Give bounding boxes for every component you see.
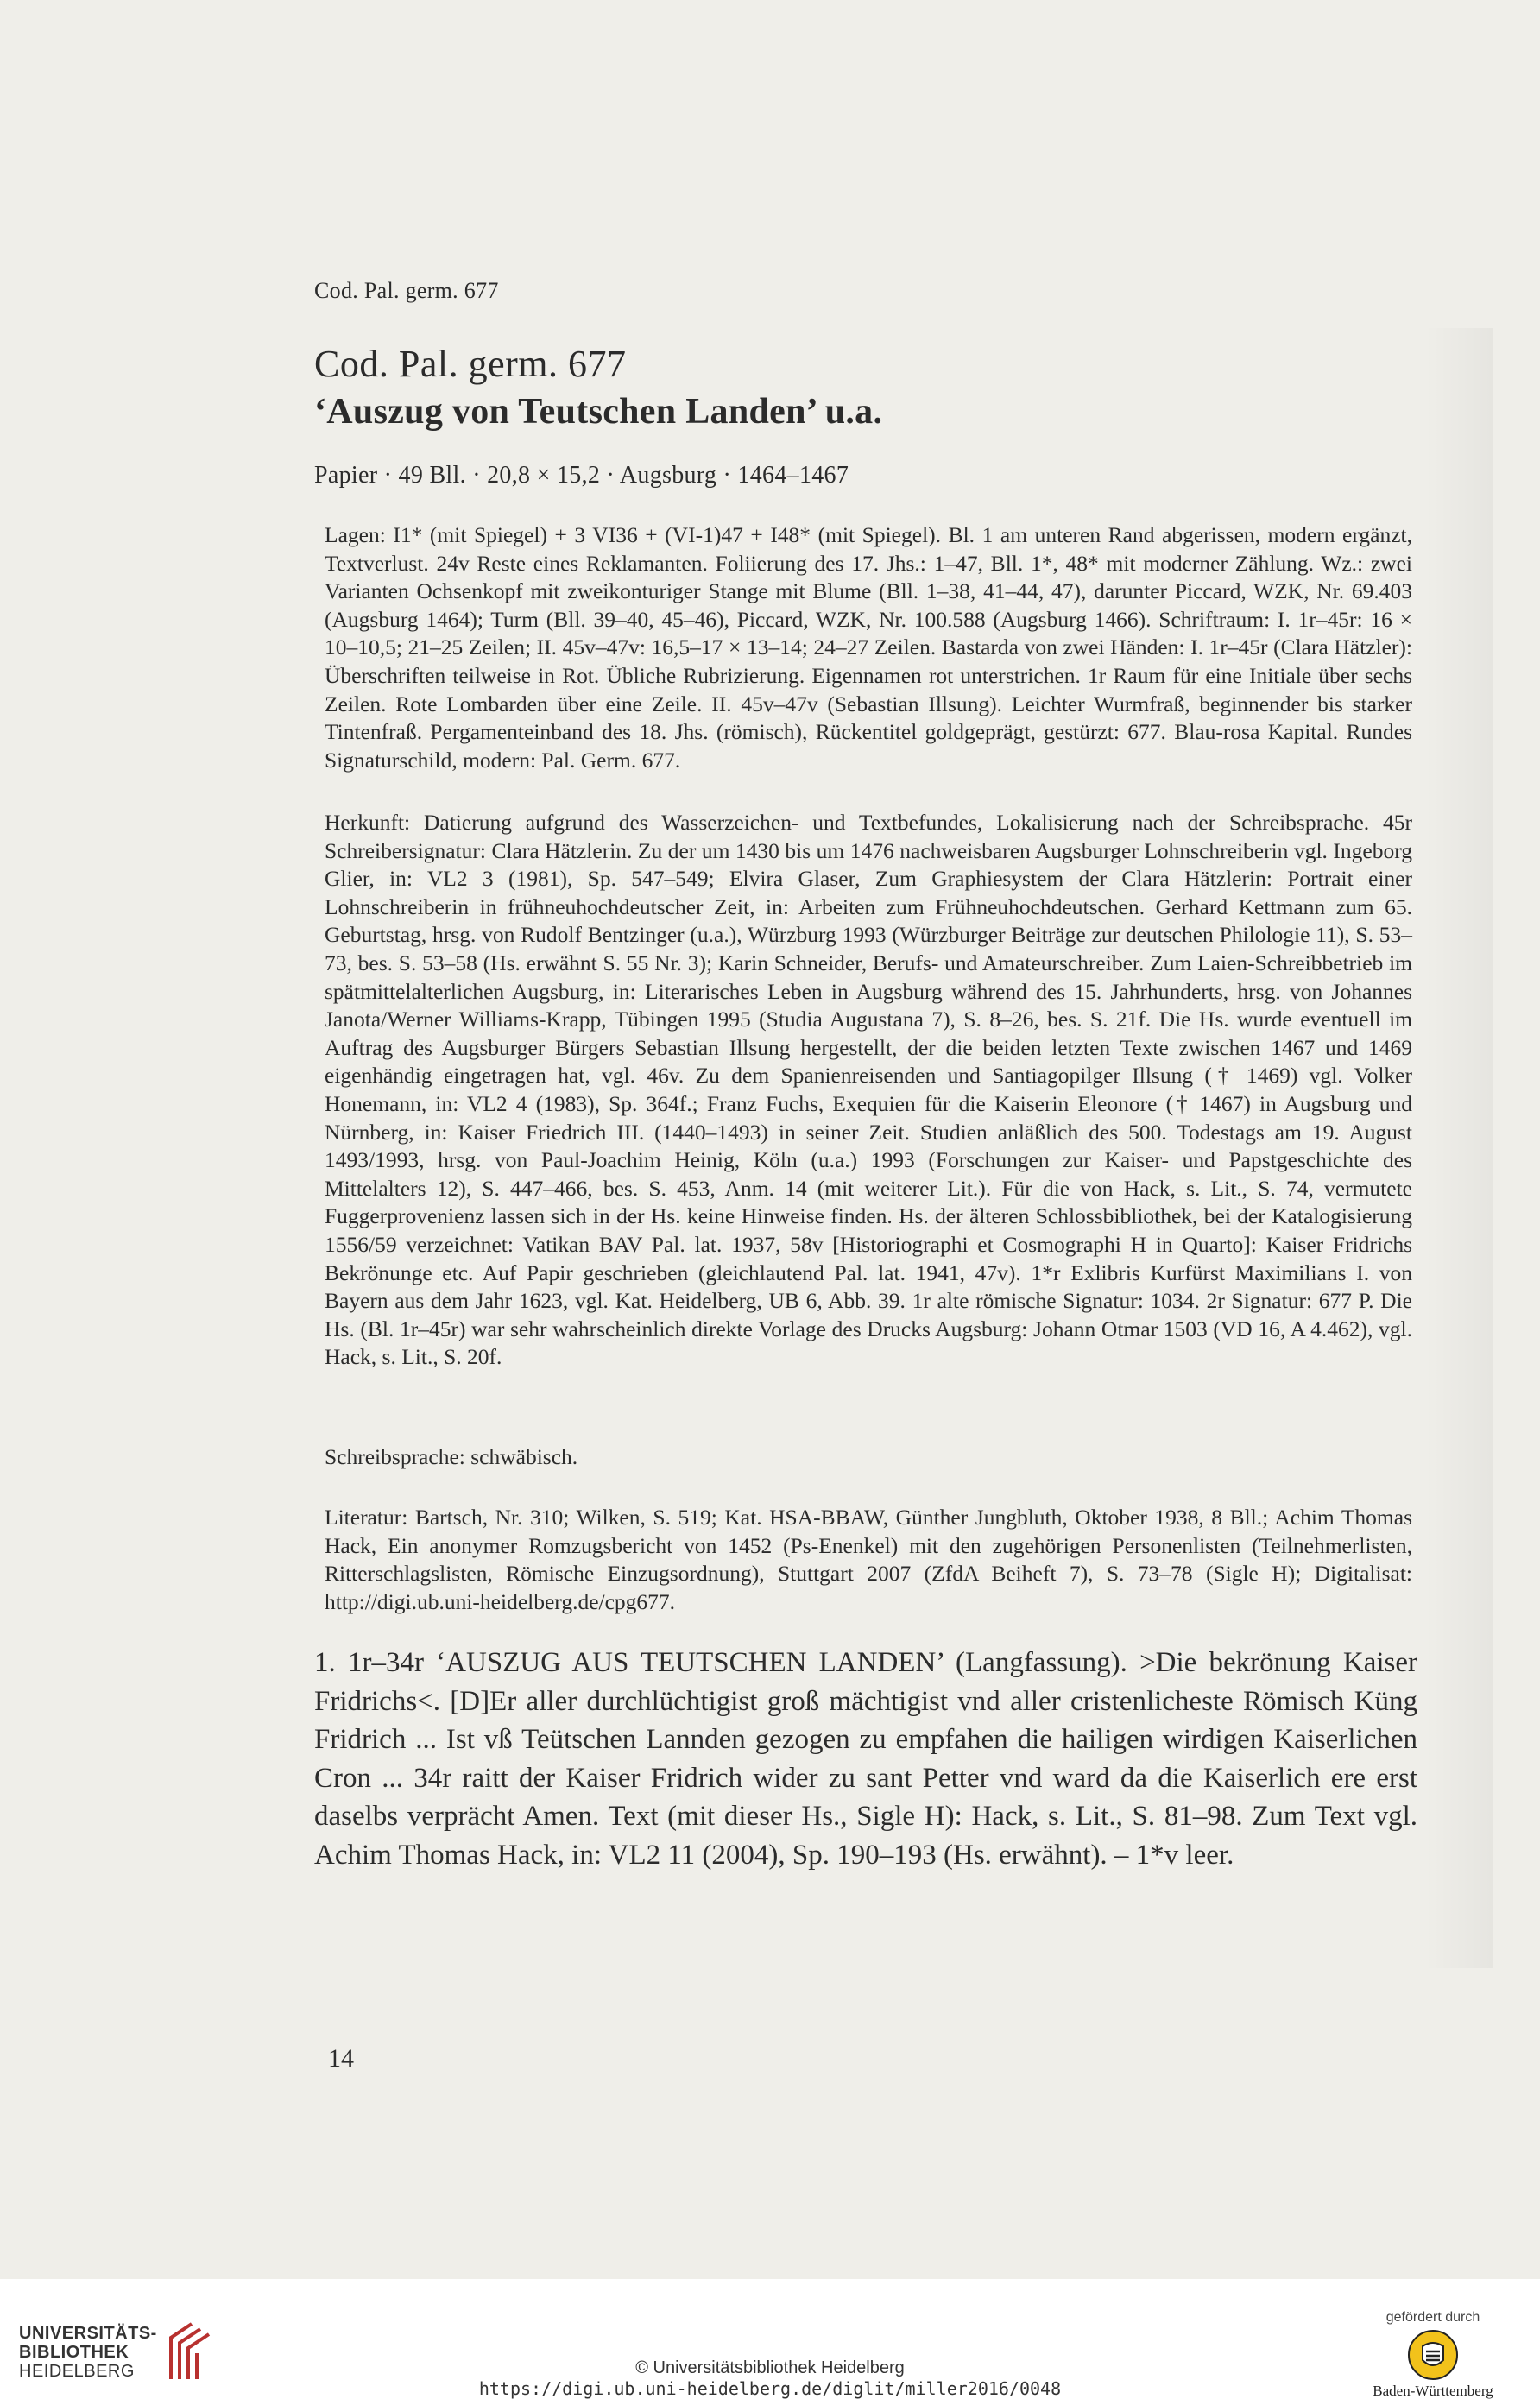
- copyright-notice: © Universitätsbibliothek Heidelberg: [635, 2358, 905, 2377]
- lagen-paragraph: Lagen: I1* (mit Spiegel) + 3 VI36 + (VI-1)47 + I48* (mit Spiegel). Bl. 1 am unteren Rand abgerissen, modern ergänzt, Textverlust. 24v Reste eines Reklamanten. Foliierung des 17. Jhs.: 1–47, Bll. 1*, 48* mit moderner Zählung. Wz.: zwei Varianten Ochsenkopf mit zweikonturiger Stange mit Blume (Bll. 1–38, 41–44, 47), darunter Piccard, WZK, Nr. 69.403 (Augsburg 1464); Turm (Bll. 39–40, 45–46), Piccard, WZK, Nr. 100.588 (Augsburg 1466). Schriftraum: I. 1r–45r: 16 × 10–10,5; 21–25 Zeilen; II. 45v–47v: 16,5–17 × 13–14; 24–27 Zeilen. Bastarda von zwei Händen: I. 1r–45r (Clara Hätzler): Überschriften teilweise in Rot. Übliche Rubrizierung. Eigennamen rot unterstrichen. 1r Raum für eine Initiale über sechs Zeilen. Rote Lombarden über eine Zeile. II. 45v–47v (Sebastian Illsung). Leichter Wurmfraß, beginnender bis starker Tintenfraß. Pergamenteinband des 18. Jhs. (römisch), Rückentitel goldgeprägt, gestürzt: 677. Blau-rosa Kapital. Rundes Signaturschild, modern: Pal. Germ. 677.: [325, 522, 1412, 773]
- funder-block[interactable]: [1347, 2310, 1519, 2400]
- schreibsprache-paragraph: Schreibsprache: schwäbisch.: [325, 1444, 578, 1469]
- work-title: ‘Auszug von Teutschen Landen’ u.a.: [314, 392, 883, 432]
- running-head: Cod. Pal. germ. 677: [314, 278, 499, 303]
- herkunft-paragraph: Herkunft: Datierung aufgrund des Wasserzeichen- und Textbefundes, Lokalisierung nach der Schreibsprache. 45r Schreibersignatur: Clara Hätzlerin. Zu der um 1430 bis um 1476 nachweisbaren Augsburger Lohnschreiberin vgl. Ingeborg Glier, in: VL2 3 (1981), Sp. 547–549; Elvira Glaser, Zum Graphiesystem der Clara Hätzlerin: Portrait einer Lohnschreiberin in frühneuhochdeutscher Zeit, in: Arbeiten zum Frühneuhochdeutschen. Gerhard Kettmann zum 65. Geburtstag, hrsg. von Rudolf Bentzinger (u.a.), Würzburg 1993 (Würzburger Beiträge zur deutschen Philologie 11), S. 53–73, bes. S. 53–58 (Hs. erwähnt S. 55 Nr. 3); Karin Schneider, Berufs- und Amateurschreiber. Zum Laien-Schreibbetrieb im spätmittelalterlichen Augsburg, in: Literarisches Leben in Augsburg während des 15. Jahrhunderts, hrsg. von Johannes Janota/Werner Williams-Krapp, Tübingen 1995 (Studia Augustana 7), S. 8–26, bes. S. 21f. Die Hs. wurde eventuell im Auftrag des Augsburger Bürgers Sebastian Illsung hergestellt, der die beiden letzten Texte zwischen 1467 und 1469 eigenhändig eingetragen hat, vgl. 46v. Zu dem Spanienreisenden und Santiagopilger Illsung († 1469) vgl. Volker Honemann, in: VL2 4 (1983), Sp. 364f.; Franz Fuchs, Exequien für die Kaiserin Eleonore († 1467) in Augsburg und Nürnberg, in: Kaiser Friedrich III. (1440–1493) in seiner Zeit. Studien anläßlich des 500. Todestags am 19. August 1493/1993, hrsg. von Paul-Joachim Heinig, Köln (u.a.) 1993 (Forschungen zur Kaiser- und Papstgeschichte des Mittelalters 12), S. 447–466, bes. S. 453, Anm. 14 (mit weiterer Lit.). Für die von Hack, s. Lit., S. 74, vermutete Fuggerprovenienz lassen sich in der Hs. keine Hinweise finden. Hs. der älteren Schlossbibliothek, bei der Katalogisierung 1556/59 verzeichnet: Vatikan BAV Pal. lat. 1937, 58v [Historiographi et Cosmographi H in Quarto]: Kaiser Fridrichs Bekrönunge etc. Auf Papir geschrieben (gleichlautend Pal. lat. 1941, 47v). 1*r Exlibris Kurfürst Maximilians I. von Bayern aus dem Jahr 1623, vgl. Kat. Heidelberg, UB 6, Abb. 39. 1r alte römische Signatur: 1034. 2r Signatur: 677 P. Die Hs. (Bl. 1r–45r) war sehr wahrscheinlich direkte Vorlage des Drucks Augsburg: Johann Otmar 1503 (VD 16, A 4.462), vgl. Hack, s. Lit., S. 20f.: [325, 810, 1412, 1370]
- codex-metadata: Papier · 49 Bll. · 20,8 × 15,2 · Augsburg · 1464–1467: [314, 462, 849, 489]
- codex-title: Cod. Pal. germ. 677: [314, 343, 627, 385]
- funder-label: gefördert durch: [1385, 2310, 1480, 2325]
- bleed-through-shadow: [1424, 328, 1493, 1968]
- permalink-url[interactable]: https://digi.ub.uni-heidelberg.de/diglit/miller2016/0048: [478, 2378, 1062, 2399]
- library-name-line1: UNIVERSITÄTS-: [19, 2324, 157, 2343]
- baden-wuerttemberg-seal-icon: [1407, 2329, 1459, 2381]
- library-name-line3: HEIDELBERG: [19, 2362, 135, 2381]
- funder-name: Baden-Württemberg: [1373, 2383, 1493, 2399]
- footer-bar: [0, 2279, 1540, 2405]
- text-entry-1: 1. 1r–34r ‘AUSZUG AUS TEUTSCHEN LANDEN’ (Langfassung). >Die bekrönung Kaiser Fridrichs<. [D]Er aller durchlüchtigist groß mächtigist vnd aller cristenlicheste Römisch Küng Fridrich ... Ist vß Teütschen Lannden gezogen zu empfahen die hailigen wirdigen Kaiserlichen Cron ... 34r raitt der Kaiser Fridrich wider zu sant Petter vnd ward da die Kaiserlich ere erst daselbs verprächt Amen. Text (mit dieser Hs., Sigle H): Hack, s. Lit., S. 81–98. Zum Text vgl. Achim Thomas Hack, in: VL2 11 (2004), Sp. 190–193 (Hs. erwähnt). – 1*v leer.: [314, 1647, 1417, 1871]
- literatur-paragraph: Literatur: Bartsch, Nr. 310; Wilken, S. 519; Kat. HSA-BBAW, Günther Jungbluth, Oktober 1938, 8 Bll.; Achim Thomas Hack, Ein anonymer Romzugsbericht von 1452 (Ps-Enenkel) mit den zugehörigen Personenlisten (Teilnehmerlisten, Ritterschlagslisten, Römische Einzugsordnung), Stuttgart 2007 (ZfdA Beiheft 7), S. 73–78 (Sigle H); Digitalisat: http://digi.ub.uni-heidelberg.de/cpg677.: [325, 1505, 1412, 1614]
- page-number: 14: [328, 2044, 354, 2073]
- library-name-line2: BIBLIOTHEK: [19, 2343, 129, 2362]
